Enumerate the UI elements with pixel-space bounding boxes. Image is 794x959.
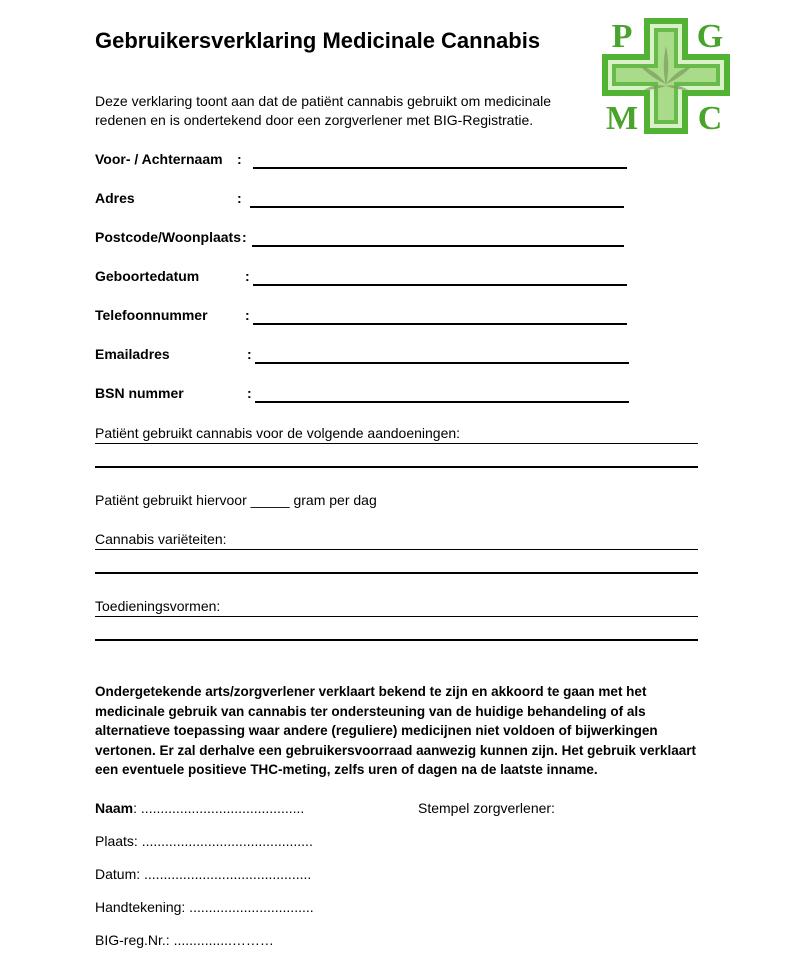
field-label: BSN nummer [95, 385, 184, 401]
field-label: Adres [95, 190, 135, 206]
naam-label: Naam [95, 800, 134, 816]
declaration-text: Ondergetekende arts/zorgverlener verklaart bekend te zijn en akkoord te gaan met het medicinale gebruik van cannabis ter ondersteuning van de huidige behandeling of als alternatieve toepassing waar andere (reguliere) medicijnen niet voldoen of bijwerkingen vertonen. Er zal derhalve een gebruikersvoorraad aanwezig kunnen zijn. Het gebruik verklaart een eventuele positieve THC-meting, zelfs uren of dagen na de laatste inname. [95, 684, 696, 777]
email-input-line[interactable] [255, 362, 629, 364]
conditions-line[interactable] [95, 466, 698, 468]
administration-label: Toedieningsvormen: [95, 598, 221, 614]
signature-big-number[interactable]: BIG-reg.Nr.: ...............……… [95, 932, 274, 948]
logo-letter-g: G [696, 18, 724, 55]
dosage-text [95, 492, 377, 508]
conditions-label: Patiënt gebruikt cannabis voor de volgende aandoeningen: [95, 425, 461, 441]
dosage-blank[interactable]: _____ [250, 492, 290, 508]
dosage-suffix: gram per dag [293, 492, 377, 508]
postcode-input-line[interactable] [252, 245, 624, 247]
varieties-label: Cannabis variëteiten: [95, 531, 227, 547]
logo-letter-m: M [605, 100, 639, 136]
dosage-prefix: Patiënt gebruikt hiervoor [95, 492, 247, 508]
intro-text: Deze verklaring toont aan dat de patiënt cannabis gebruikt om medicinale redenen en is ondertekend door een zorgverlener met BIG-Registratie. [95, 93, 552, 128]
signature-plaats[interactable]: Plaats: ............................................ [95, 833, 313, 849]
administration-line[interactable] [95, 639, 698, 641]
page-title: Gebruikersverklaring Medicinale Cannabis [95, 28, 541, 53]
varieties-line[interactable] [95, 549, 698, 550]
bsn-input-line[interactable] [255, 401, 629, 403]
signature-datum[interactable]: Datum: ........................................... [95, 866, 312, 882]
signature-naam[interactable] [95, 800, 304, 816]
field-label: Voor- / Achternaam [95, 151, 223, 167]
phone-input-line[interactable] [253, 323, 627, 325]
field-label: Emailadres [95, 346, 170, 362]
naam-dots: : .......................................... [133, 800, 305, 816]
conditions-line[interactable] [95, 443, 698, 444]
varieties-line[interactable] [95, 572, 698, 574]
administration-line[interactable] [95, 616, 698, 617]
field-label: Geboortedatum [95, 268, 200, 284]
birthdate-input-line[interactable] [253, 284, 627, 286]
address-input-line[interactable] [250, 206, 624, 208]
logo-letter-c: C [697, 100, 723, 136]
pgmc-logo [600, 16, 732, 136]
field-label: Telefoonnummer [95, 307, 208, 323]
name-input-line[interactable] [253, 167, 627, 169]
stamp-label: Stempel zorgverlener: [418, 800, 555, 816]
logo-letter-p: P [611, 18, 633, 55]
signature-handtekening[interactable]: Handtekening: ................................ [95, 899, 314, 915]
field-label: Postcode/Woonplaats [95, 229, 241, 245]
